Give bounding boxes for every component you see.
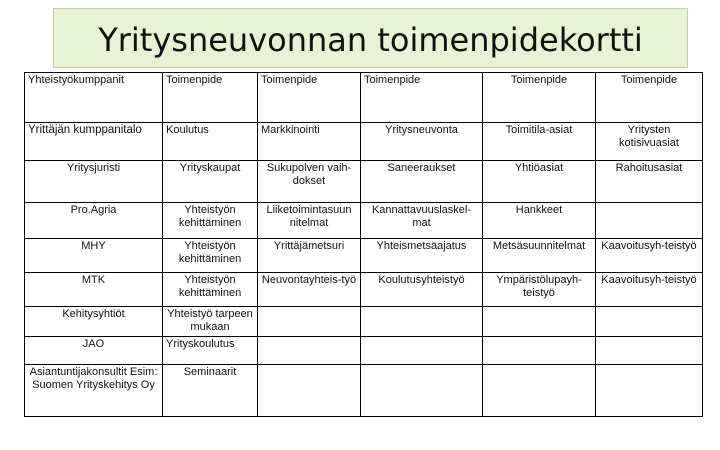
action-cell: Hankkeet <box>483 203 596 239</box>
header-action-3: Toimenpide <box>361 73 483 123</box>
empty-cell <box>596 307 703 337</box>
action-cell: Yhteistyön kehittäminen <box>163 239 258 273</box>
header-action-2: Toimenpide <box>258 73 361 123</box>
action-cell: Markkinointi <box>258 123 361 161</box>
table-row <box>25 123 703 161</box>
action-cell: Koulutusyhteistyö <box>361 273 483 307</box>
action-cell: Neuvontayhteis-työ <box>258 273 361 307</box>
empty-cell <box>258 365 361 417</box>
action-cell: Seminaarit <box>163 365 258 417</box>
action-cell: Yritysten kotisivuasiat <box>596 123 703 161</box>
action-cell <box>596 203 703 239</box>
action-cell: Yhteistyö tarpeen mukaan <box>163 307 258 337</box>
header-action-5: Toimenpide <box>596 73 703 123</box>
table-row <box>25 273 703 307</box>
empty-cell <box>361 337 483 365</box>
action-cell: Yritysneuvonta <box>361 123 483 161</box>
action-cell: Koulutus <box>163 123 258 161</box>
empty-cell <box>483 307 596 337</box>
table-row <box>25 161 703 203</box>
action-cell: Yhtiöasiat <box>483 161 596 203</box>
empty-cell <box>258 337 361 365</box>
action-cell: Ympäristölupayh-teistyö <box>483 273 596 307</box>
empty-cell <box>483 365 596 417</box>
action-cell: Kaavoitusyh-teistyö <box>596 273 703 307</box>
empty-cell <box>258 307 361 337</box>
partner-cell: Asiantuntijakonsultit Esim: Suomen Yrityskehitys Oy <box>25 365 163 417</box>
empty-cell <box>596 365 703 417</box>
table-row <box>25 337 703 365</box>
action-card-table <box>24 72 703 417</box>
action-cell: Toimitila-asiat <box>483 123 596 161</box>
action-cell: Yrityskoulutus <box>163 337 258 365</box>
partner-cell: Yrittäjän kumppanitalo <box>25 123 163 161</box>
action-cell: Yhteistyön kehittäminen <box>163 273 258 307</box>
action-cell: Yhteistyön kehittäminen <box>163 203 258 239</box>
action-cell: Yrittäjämetsuri <box>258 239 361 273</box>
partner-cell: JAO <box>25 337 163 365</box>
title-banner <box>53 8 688 68</box>
action-cell: Rahoitusasiat <box>596 161 703 203</box>
header-partners: Yhteistyökumppanit <box>25 73 163 123</box>
page-title: Yritysneuvonnan toimenpidekortti <box>98 21 643 59</box>
empty-cell <box>361 307 483 337</box>
partner-cell: Pro.Agria <box>25 203 163 239</box>
action-cell: Yhteismetsäajatus <box>361 239 483 273</box>
table-row <box>25 203 703 239</box>
header-row <box>25 73 703 123</box>
action-cell: Sukupolven vaih-dokset <box>258 161 361 203</box>
table-row <box>25 239 703 273</box>
partner-cell: MHY <box>25 239 163 273</box>
action-cell: Liiketoimintasuun nitelmat <box>258 203 361 239</box>
empty-cell <box>361 365 483 417</box>
action-cell: Saneeraukset <box>361 161 483 203</box>
empty-cell <box>596 337 703 365</box>
action-cell: Kaavoitusyh-teistyö <box>596 239 703 273</box>
header-action-1: Toimenpide <box>163 73 258 123</box>
action-cell: Metsäsuunnitelmat <box>483 239 596 273</box>
partner-cell: Yritysjuristi <box>25 161 163 203</box>
partner-cell: Kehitysyhtiöt <box>25 307 163 337</box>
action-cell: Yrityskaupat <box>163 161 258 203</box>
partner-cell: MTK <box>25 273 163 307</box>
header-action-4: Toimenpide <box>483 73 596 123</box>
action-cell: Kannattavuuslaskel-mat <box>361 203 483 239</box>
table-row <box>25 365 703 417</box>
table-row <box>25 307 703 337</box>
empty-cell <box>483 337 596 365</box>
